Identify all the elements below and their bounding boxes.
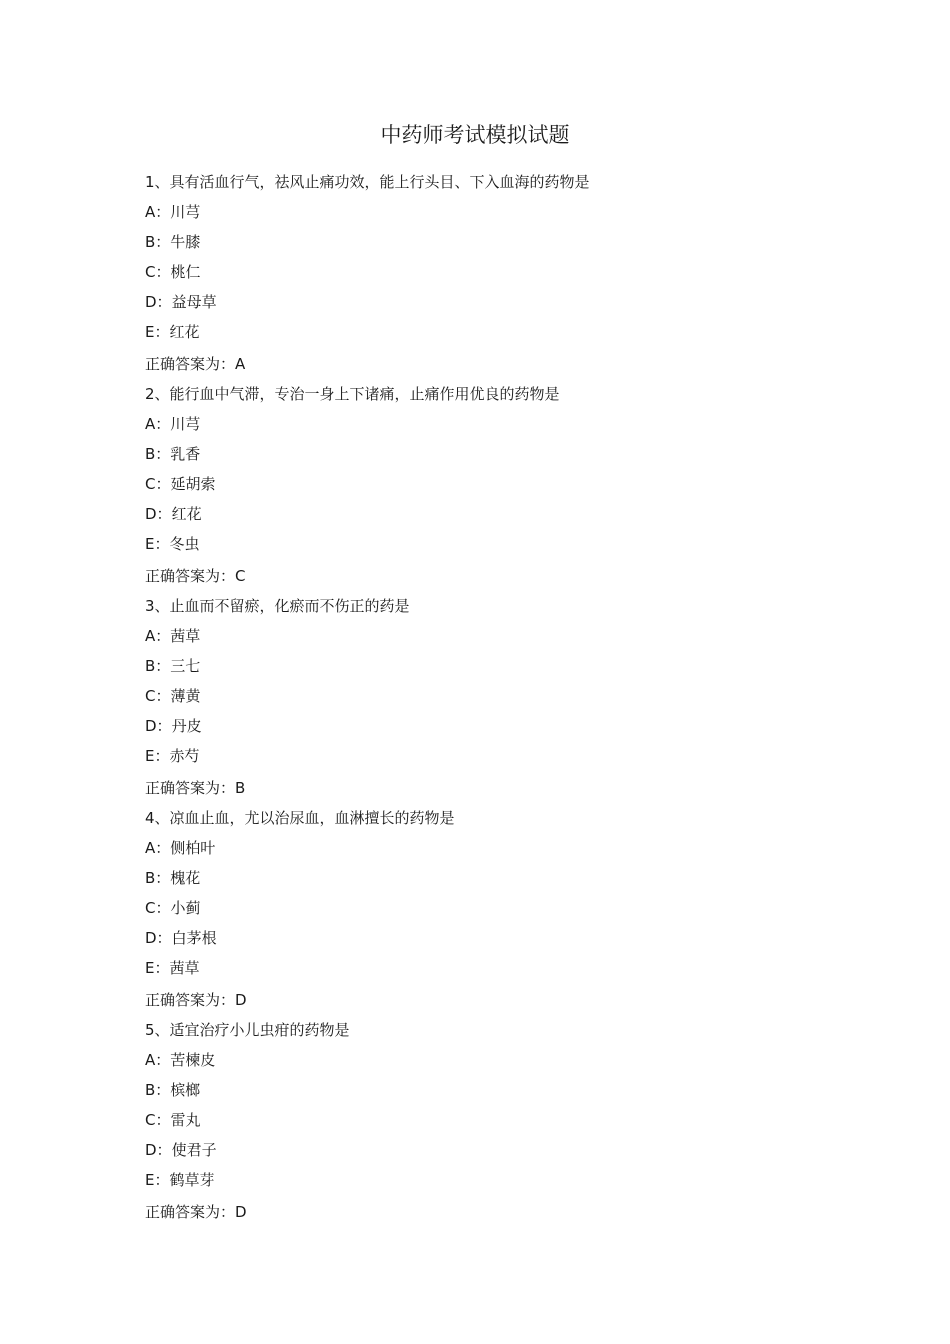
option-text: 冬虫	[169, 535, 200, 553]
option-key: D：	[145, 717, 172, 735]
option-d	[145, 923, 845, 953]
option-text: 侧柏叶	[170, 839, 216, 857]
correct-answer	[145, 1197, 845, 1227]
question-4	[145, 803, 845, 1015]
option-key: A：	[145, 839, 171, 857]
document-title: 中药师考试模拟试题	[380, 123, 570, 147]
option-key: C：	[145, 475, 171, 493]
option-key: E：	[145, 323, 170, 341]
option-a	[145, 833, 845, 863]
option-a	[145, 197, 845, 227]
option-text: 桃仁	[170, 263, 201, 281]
option-key: E：	[145, 1171, 170, 1189]
question-number: 3、	[145, 597, 170, 615]
option-b	[145, 227, 845, 257]
option-key: E：	[145, 959, 170, 977]
answer-value: B	[235, 779, 246, 797]
option-e	[145, 317, 845, 347]
option-text: 使君子	[171, 1141, 217, 1159]
option-d	[145, 287, 845, 317]
option-text: 雷丸	[170, 1111, 201, 1129]
option-text: 红花	[171, 505, 202, 523]
answer-value: D	[235, 991, 247, 1009]
question-stem	[145, 1015, 845, 1045]
correct-answer	[145, 561, 845, 591]
correct-answer	[145, 349, 845, 379]
answer-value: D	[235, 1203, 247, 1221]
question-2	[145, 379, 845, 591]
option-text: 乳香	[170, 445, 201, 463]
option-a	[145, 621, 845, 651]
question-5	[145, 1015, 845, 1227]
question-number: 4、	[145, 809, 170, 827]
question-list	[145, 167, 845, 1227]
option-text: 延胡索	[170, 475, 216, 493]
option-key: D：	[145, 929, 172, 947]
option-c	[145, 1105, 845, 1135]
option-key: B：	[145, 657, 171, 675]
option-text: 薄黄	[170, 687, 201, 705]
answer-prefix: 正确答案为：	[145, 779, 236, 797]
question-1	[145, 167, 845, 379]
option-text: 川芎	[170, 203, 201, 221]
option-key: E：	[145, 535, 170, 553]
option-key: A：	[145, 627, 171, 645]
option-text: 川芎	[170, 415, 201, 433]
option-key: B：	[145, 233, 171, 251]
option-a	[145, 409, 845, 439]
question-text: 止血而不留瘀，化瘀而不伤正的药是	[169, 597, 410, 615]
option-text: 鹤草芽	[169, 1171, 215, 1189]
question-stem	[145, 379, 845, 409]
option-e	[145, 741, 845, 771]
option-b	[145, 439, 845, 469]
option-text: 苦楝皮	[170, 1051, 216, 1069]
option-a	[145, 1045, 845, 1075]
question-number: 2、	[145, 385, 170, 403]
option-d	[145, 1135, 845, 1165]
option-text: 三七	[170, 657, 201, 675]
option-key: A：	[145, 1051, 171, 1069]
question-3	[145, 591, 845, 803]
option-d	[145, 499, 845, 529]
answer-value: C	[235, 567, 246, 585]
option-key: B：	[145, 1081, 171, 1099]
option-key: D：	[145, 505, 172, 523]
option-b	[145, 1075, 845, 1105]
option-key: C：	[145, 263, 171, 281]
option-d	[145, 711, 845, 741]
answer-prefix: 正确答案为：	[145, 355, 236, 373]
question-stem	[145, 167, 845, 197]
option-text: 茜草	[169, 959, 200, 977]
option-text: 白茅根	[171, 929, 217, 947]
question-stem	[145, 803, 845, 833]
option-text: 赤芍	[169, 747, 200, 765]
answer-prefix: 正确答案为：	[145, 991, 236, 1009]
option-c	[145, 257, 845, 287]
option-text: 槟榔	[170, 1081, 201, 1099]
option-text: 红花	[169, 323, 200, 341]
option-key: A：	[145, 415, 171, 433]
option-key: C：	[145, 687, 171, 705]
option-e	[145, 953, 845, 983]
option-text: 茜草	[170, 627, 201, 645]
option-e	[145, 529, 845, 559]
option-key: A：	[145, 203, 171, 221]
option-e	[145, 1165, 845, 1195]
option-b	[145, 651, 845, 681]
question-number: 1、	[145, 173, 170, 191]
option-b	[145, 863, 845, 893]
answer-value: A	[235, 355, 246, 373]
option-text: 小蓟	[170, 899, 201, 917]
question-text: 能行血中气滞，专治一身上下诸痛，止痛作用优良的药物是	[169, 385, 560, 403]
option-key: D：	[145, 293, 172, 311]
correct-answer	[145, 773, 845, 803]
option-text: 益母草	[171, 293, 217, 311]
option-text: 槐花	[170, 869, 201, 887]
option-key: E：	[145, 747, 170, 765]
option-key: D：	[145, 1141, 172, 1159]
question-number: 5、	[145, 1021, 170, 1039]
option-c	[145, 469, 845, 499]
question-text: 适宜治疗小儿虫疳的药物是	[169, 1021, 350, 1039]
question-text: 具有活血行气，祛风止痛功效，能上行头目、下入血海的药物是	[169, 173, 590, 191]
correct-answer	[145, 985, 845, 1015]
option-text: 丹皮	[171, 717, 202, 735]
question-stem	[145, 591, 845, 621]
option-c	[145, 681, 845, 711]
option-key: C：	[145, 899, 171, 917]
option-text: 牛膝	[170, 233, 201, 251]
option-c	[145, 893, 845, 923]
option-key: B：	[145, 869, 171, 887]
option-key: B：	[145, 445, 171, 463]
option-key: C：	[145, 1111, 171, 1129]
question-text: 凉血止血，尤以治尿血，血淋擅长的药物是	[169, 809, 455, 827]
answer-prefix: 正确答案为：	[145, 1203, 236, 1221]
answer-prefix: 正确答案为：	[145, 567, 236, 585]
